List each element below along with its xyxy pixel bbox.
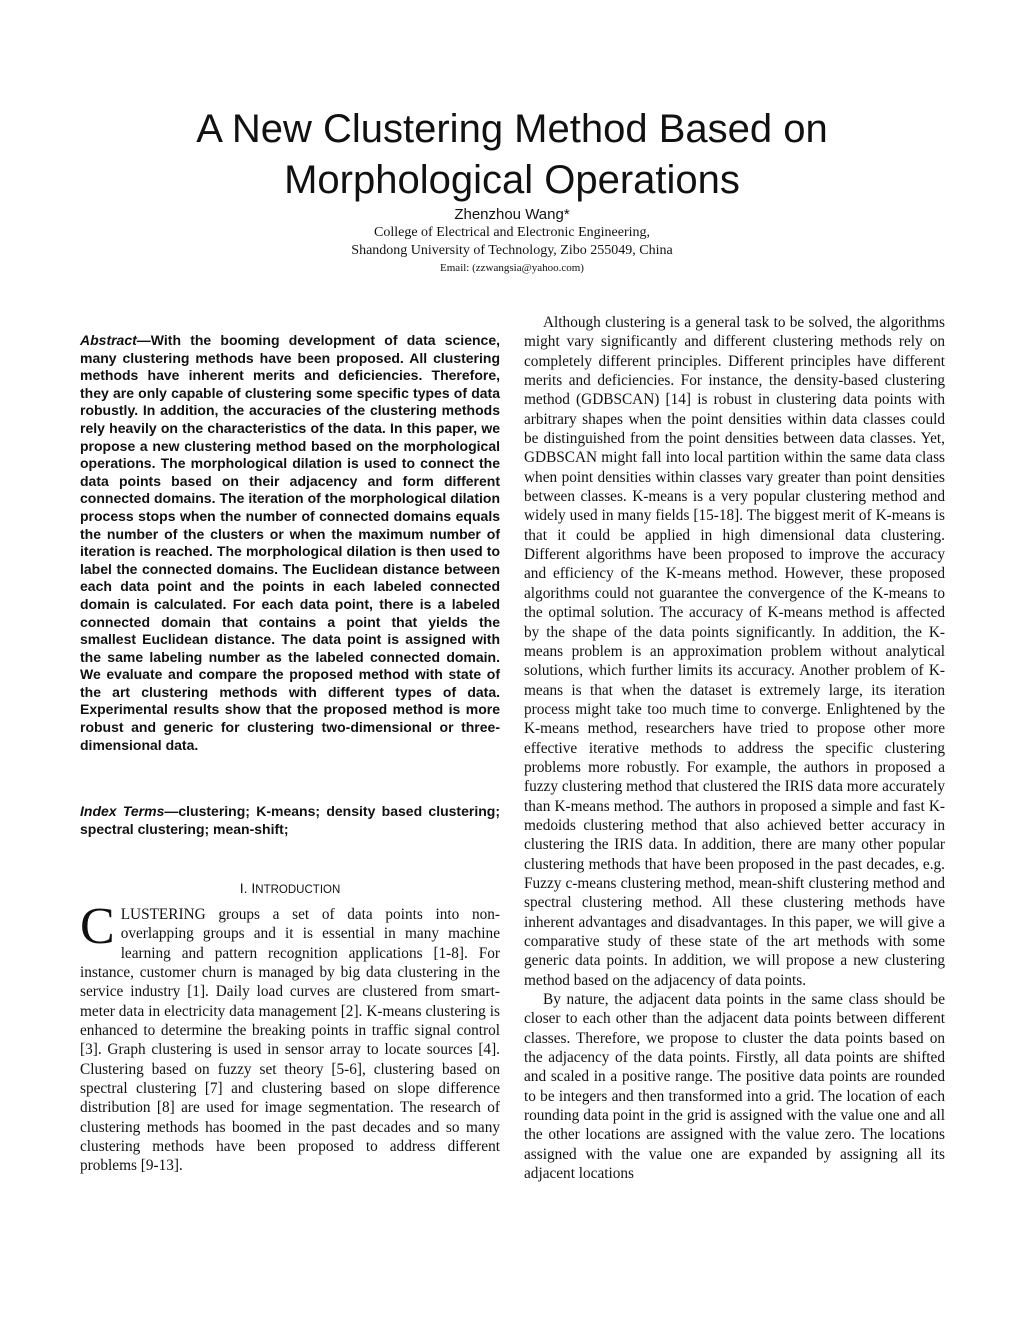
section-heading-introduction	[80, 879, 500, 899]
intro-text: groups a set of data points into non-overlapping groups and it is essential in many machine learning and pattern recognition applications [1-8]. For instance, customer churn is managed by big data clustering in the service industry [1]. Daily load curves are clustered from smart-meter data in electricity data management [2]. K-means clustering is enhanced to determine the breaking points in traffic signal control [3]. Graph clustering is used in sensor array to locate sources [4]. Clustering based on fuzzy set theory [5-6], clustering based on spectral clustering [7] and clustering based on slope difference distribution [8] are used for image segmentation. The research of clustering methods has boomed in the past decades and so many clustering methods have been proposed to address different problems [9-13].	[80, 906, 500, 1175]
abstract-label: Abstract	[80, 332, 137, 348]
author-affiliation	[100, 224, 924, 260]
drop-cap: C	[80, 898, 115, 955]
abstract	[80, 332, 500, 754]
right-paragraph-1: Although clustering is a general task to be solved, the algorithms might vary significantly and different clustering methods rely on completely different principles. Different principles have different merits and deficiencies. For instance, the density-based clustering method (GDBSCAN) [14] is robust in clustering data points with arbitrary shapes when the point densities within data classes could be distinguished from the point densities between data classes. Yet, GDBSCAN might fall into local partition within the same data class when point densities within classes vary greater than point densities between classes. K-means is a very popular clustering method and widely used in many fields [15-18]. The biggest merit of K-means is that it could be applied in high dimensional data clustering. Different algorithms have been proposed to improve the accuracy and efficiency of the K-means method. However, these proposed algorithms could not guarantee the convergence of the K-means to the optimal solution. The accuracy of K-means method is affected by the shape of the data points significantly. In addition, the K-means problem is an approximation problem without analytical solutions, which further limits its accuracy. Another problem of K-means is that when the dataset is extremely large, its iteration process might take too much time to converge. Enlightened by the K-means method, researchers have tried to propose other more effective iterative methods to address the specific clustering problems more robustly. For example, the authors in proposed a fuzzy clustering method that clustered the IRIS data more accurately than K-means method. The authors in proposed a simple and fast K-medoids clustering method that also achieved better accuracy in clustering the IRIS data. In addition, there are many other popular clustering methods that have been proposed in the past decades, e.g. Fuzzy c-means clustering method, mean-shift clustering method and spectral clustering method. All these clustering methods have inherent advantages and disadvantages. In this paper, we will give a comparative study of these state of the art methods with some generic data points. In addition, we will propose a new clustering method based on the adjacency of data points.	[524, 314, 945, 989]
right-paragraph-2: By nature, the adjacent data points in the same class should be closer to each other than the adjacent data points between different classes. Therefore, we propose to cluster the data points based on the adjacency of the data points. Firstly, all data points are shifted and scaled in a positive range. The positive data points are rounded to be integers and then transformed into a grid. The location of each rounding data point in the grid is assigned with the value one and all the other locations are assigned with the value zero. The locations assigned with the value one are expanded by assigning all its adjacent locations	[524, 991, 945, 1183]
affiliation-line-1: College of Electrical and Electronic Engineering,	[374, 225, 650, 240]
intro-first-word: LUSTERING	[120, 906, 206, 923]
section-title: INTRODUCTION	[251, 880, 341, 896]
section-number: I.	[239, 880, 248, 896]
right-column	[524, 313, 945, 1183]
affiliation-line-2: Shandong University of Technology, Zibo 255049, China	[351, 243, 673, 258]
title-line-2: Morphological Operations	[284, 158, 740, 202]
author-email: Email: (zzwangsia@yahoo.com)	[440, 262, 584, 274]
introduction-paragraph	[80, 898, 500, 1176]
title-line-1: A New Clustering Method Based on	[196, 107, 828, 151]
author-name: Zhenzhou Wang*	[454, 206, 570, 223]
index-terms-label: Index Terms	[80, 803, 165, 819]
index-terms	[80, 803, 500, 838]
index-terms-text: —clustering; K-means; density based clustering; spectral clustering; mean-shift;	[80, 803, 500, 837]
abstract-text: —With the booming development of data science, many clustering methods have been proposed. All clustering methods have inherent merits and deficiencies. Therefore, they are only capable of clustering some specific types of data robustly. In addition, the accuracies of the clustering methods rely heavily on the characteristics of the data. In this paper, we propose a new clustering method based on the morphological operations. The morphological dilation is used to connect the data points based on their adjacency and form different connected domains. The iteration of the morphological dilation process stops when the number of connected domains equals the number of the clusters or when the maximum number of iteration is reached. The morphological dilation is then used to label the connected domains. The Euclidean distance between each data point and the points in each labeled connected domain is calculated. For each data point, there is a labeled connected domain that contains a point that yields the smallest Euclidean distance. The data point is assigned with the same labeling number as the labeled connected domain. We evaluate and compare the proposed method with state of the art clustering methods with different types of data. Experimental results show that the proposed method is more robust and generic for clustering two-dimensional or three-dimensional data.	[80, 332, 500, 753]
paper-title	[100, 104, 924, 206]
